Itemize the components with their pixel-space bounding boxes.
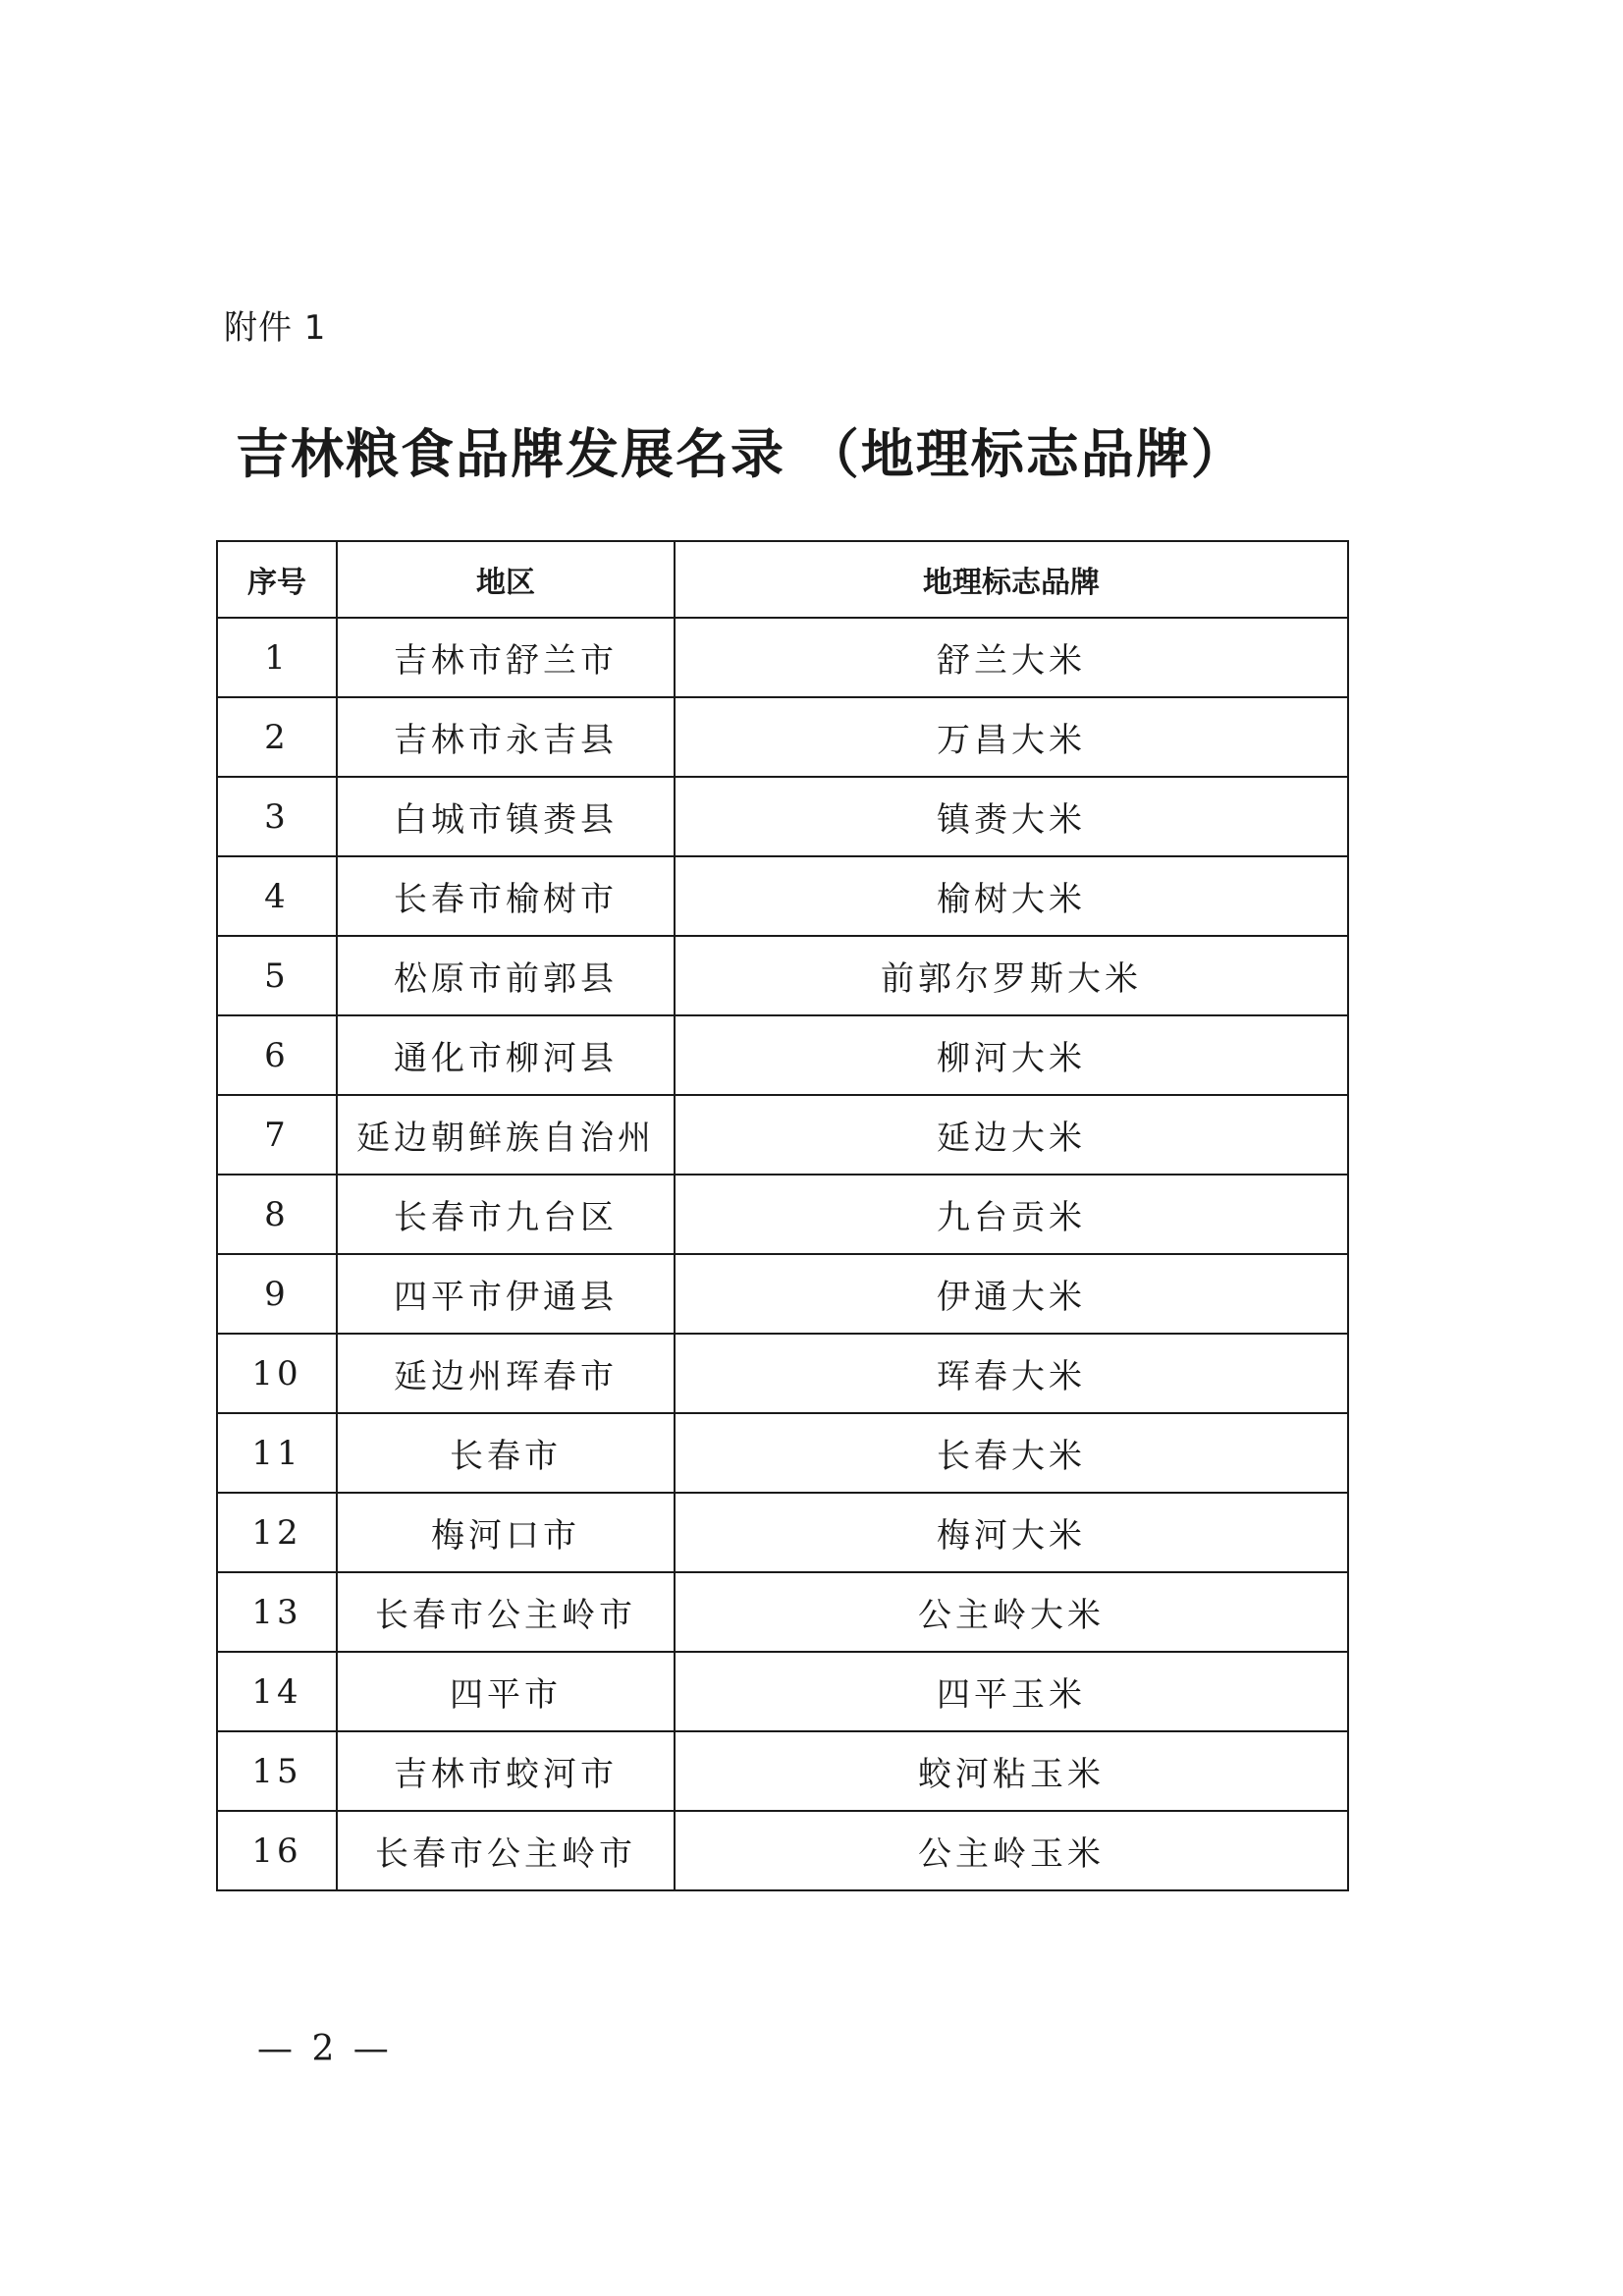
cell-brand: 四平玉米: [675, 1652, 1348, 1731]
cell-region: 长春市九台区: [337, 1175, 675, 1254]
cell-brand: 镇赉大米: [675, 777, 1348, 856]
table-row: [217, 1652, 1348, 1731]
cell-region: 长春市公主岭市: [337, 1572, 675, 1652]
table-row: [217, 1334, 1348, 1413]
cell-region: 吉林市永吉县: [337, 697, 675, 777]
cell-brand: 蛟河粘玉米: [675, 1731, 1348, 1811]
header-geographic-brand: 地理标志品牌: [675, 541, 1348, 618]
cell-brand: 柳河大米: [675, 1015, 1348, 1095]
cell-brand: 长春大米: [675, 1413, 1348, 1493]
table-header-row: [217, 541, 1348, 618]
cell-brand: 公主岭玉米: [675, 1811, 1348, 1890]
cell-serial-number: 7: [217, 1095, 337, 1175]
cell-serial-number: 2: [217, 697, 337, 777]
cell-serial-number: 16: [217, 1811, 337, 1890]
cell-serial-number: 6: [217, 1015, 337, 1095]
cell-region: 长春市: [337, 1413, 675, 1493]
cell-brand: 榆树大米: [675, 856, 1348, 936]
header-serial-number: 序号: [217, 541, 337, 618]
cell-brand: 万昌大米: [675, 697, 1348, 777]
cell-serial-number: 5: [217, 936, 337, 1015]
cell-brand: 舒兰大米: [675, 618, 1348, 697]
cell-region: 延边州珲春市: [337, 1334, 675, 1413]
cell-serial-number: 8: [217, 1175, 337, 1254]
table-row: [217, 1015, 1348, 1095]
cell-region: 四平市伊通县: [337, 1254, 675, 1334]
table-row: [217, 1175, 1348, 1254]
table-row: [217, 1413, 1348, 1493]
table-row: [217, 618, 1348, 697]
cell-serial-number: 14: [217, 1652, 337, 1731]
cell-brand: 前郭尔罗斯大米: [675, 936, 1348, 1015]
cell-region: 通化市柳河县: [337, 1015, 675, 1095]
cell-region: 吉林市舒兰市: [337, 618, 675, 697]
cell-serial-number: 3: [217, 777, 337, 856]
cell-serial-number: 10: [217, 1334, 337, 1413]
table-row: [217, 1811, 1348, 1890]
table-row: [217, 856, 1348, 936]
table-row: [217, 1095, 1348, 1175]
cell-region: 四平市: [337, 1652, 675, 1731]
header-region: 地区: [337, 541, 675, 618]
cell-region: 长春市公主岭市: [337, 1811, 675, 1890]
cell-brand: 伊通大米: [675, 1254, 1348, 1334]
table-row: [217, 697, 1348, 777]
table-row: [217, 1731, 1348, 1811]
cell-region: 延边朝鲜族自治州: [337, 1095, 675, 1175]
cell-region: 白城市镇赉县: [337, 777, 675, 856]
cell-region: 吉林市蛟河市: [337, 1731, 675, 1811]
brand-table: [216, 540, 1349, 1891]
table-row: [217, 1572, 1348, 1652]
cell-serial-number: 15: [217, 1731, 337, 1811]
cell-serial-number: 9: [217, 1254, 337, 1334]
cell-brand: 梅河大米: [675, 1493, 1348, 1572]
cell-serial-number: 4: [217, 856, 337, 936]
cell-serial-number: 1: [217, 618, 337, 697]
cell-serial-number: 13: [217, 1572, 337, 1652]
table-row: [217, 936, 1348, 1015]
cell-region: 长春市榆树市: [337, 856, 675, 936]
cell-brand: 九台贡米: [675, 1175, 1348, 1254]
table-row: [217, 1254, 1348, 1334]
cell-serial-number: 11: [217, 1413, 337, 1493]
cell-serial-number: 12: [217, 1493, 337, 1572]
cell-region: 梅河口市: [337, 1493, 675, 1572]
table-row: [217, 777, 1348, 856]
cell-brand: 珲春大米: [675, 1334, 1348, 1413]
cell-brand: 延边大米: [675, 1095, 1348, 1175]
document-title: 吉林粮食品牌发展名录 （地理标志品牌）: [236, 423, 1246, 485]
table-row: [217, 1493, 1348, 1572]
cell-region: 松原市前郭县: [337, 936, 675, 1015]
cell-brand: 公主岭大米: [675, 1572, 1348, 1652]
page-number: — 2 —: [257, 2029, 393, 2069]
attachment-label: 附件 1: [224, 308, 327, 348]
